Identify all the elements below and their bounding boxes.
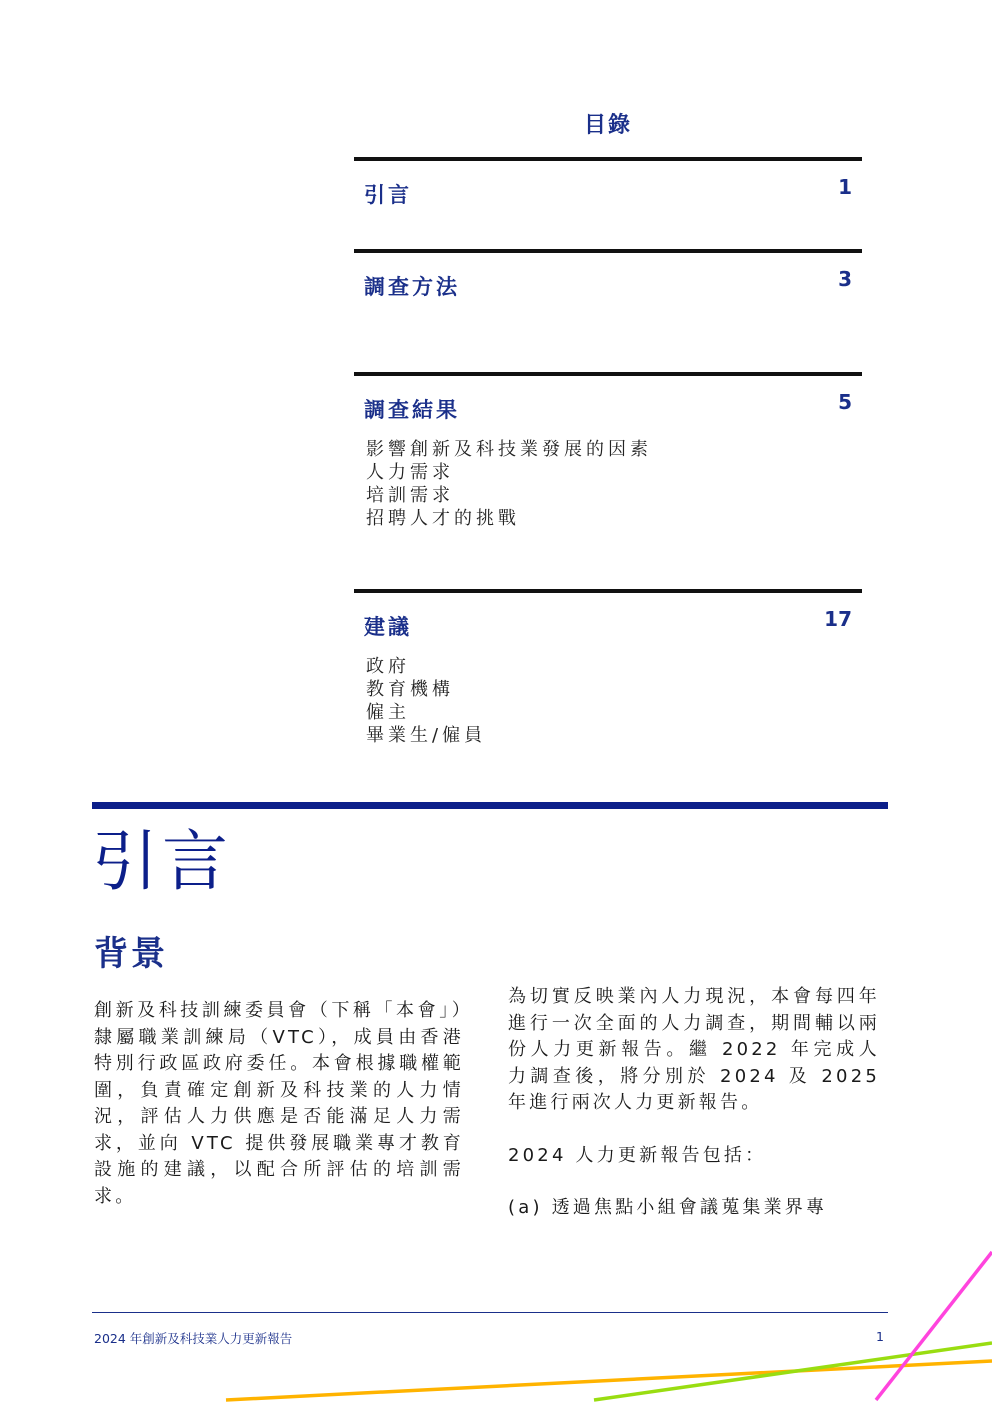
body-paragraph: 為切實反映業內人力現況，本會每四年進行一次全面的人力調查，期間輔以兩份人力更新報告。繼 2022 年完成人力調查後，將分別於 2024 及 2025 年進行兩次人力更新報告。 [508,986,880,1113]
toc-subitem[interactable]: 僱主 [366,702,410,723]
toc-subitem[interactable]: 政府 [366,656,410,677]
toc-page-number[interactable]: 5 [838,390,852,414]
toc-subitem[interactable]: 人力需求 [366,462,454,483]
toc-subitem[interactable]: 教育機構 [366,679,454,700]
footer-title: 2024 年創新及科技業人力更新報告 [94,1331,293,1346]
toc-heading[interactable]: 調查結果 [364,398,460,422]
subsection-heading: 背景 [94,934,168,974]
decorative-line-green [594,1343,992,1400]
body-paragraph-left: 創新及科技訓練委員會（下稱「本會」）隸屬職業訓練局（VTC），成員由香港特別行政區政府委任。本會根據職權範圍，負責確定創新及科技業的人力情況，評估人力供應是否能滿足人力需求，並向 VTC 提供發展職業專才教育設施的建議，以配合所評估的培訓需求。 [94,1000,464,1207]
toc-title: 目錄 [583,113,632,138]
body-paragraph: 2024 人力更新報告包括： [508,1144,767,1166]
toc-heading[interactable]: 調查方法 [364,275,460,299]
decorative-line-orange [226,1361,992,1400]
toc-page-number[interactable]: 3 [838,267,852,291]
toc-subitem[interactable]: 畢業生/僱員 [366,725,487,746]
body-paragraph: (a) 透過焦點小組會議蒐集業界專 [508,1197,828,1218]
decorative-line-pink [876,1252,992,1400]
section-heading: 引言 [92,823,232,900]
toc-subitem[interactable]: 培訓需求 [366,485,454,506]
toc-page-number[interactable]: 1 [838,175,852,199]
footer-page-number: 1 [876,1329,884,1344]
toc-heading[interactable]: 建議 [364,615,412,639]
toc-page-number[interactable]: 17 [824,607,852,631]
toc-subitem[interactable]: 影響創新及科技業發展的因素 [366,439,652,460]
toc-heading[interactable]: 引言 [364,183,412,207]
toc-subitem[interactable]: 招聘人才的挑戰 [366,508,520,529]
